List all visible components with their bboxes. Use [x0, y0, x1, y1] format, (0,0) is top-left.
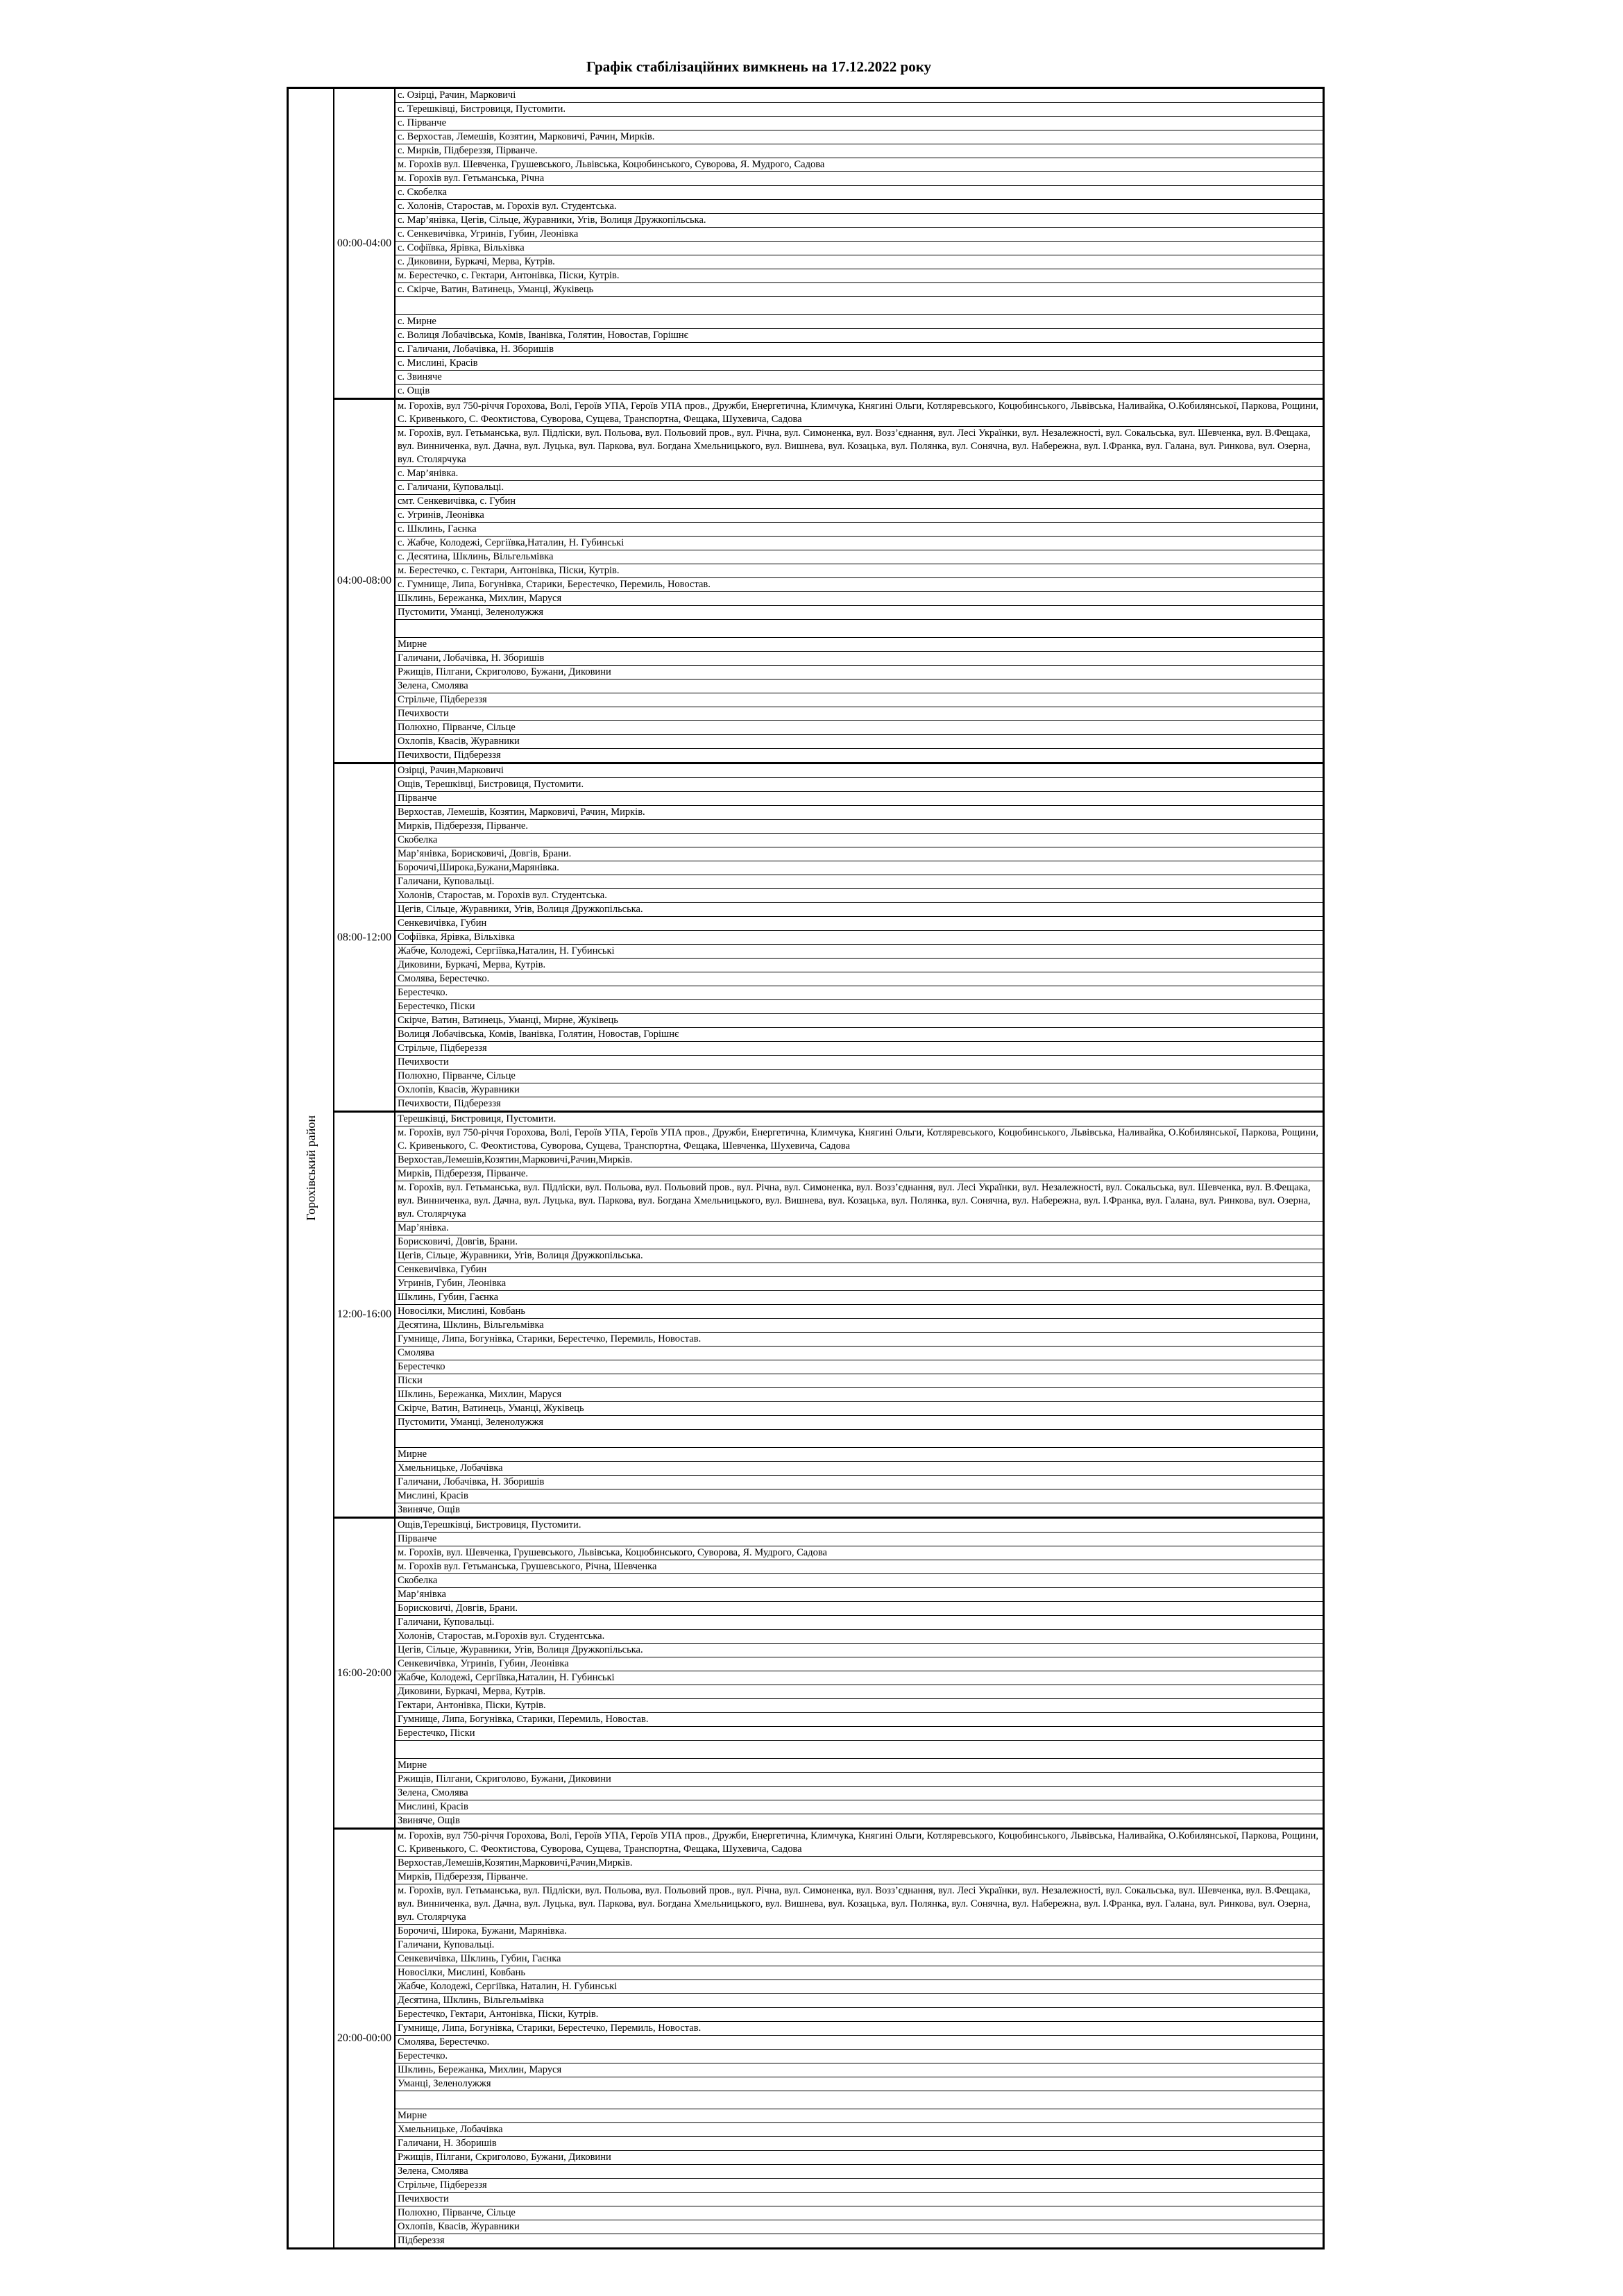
- time-slot-label: 16:00-20:00: [334, 1519, 396, 1827]
- settlement-row: Пірванче: [396, 791, 1323, 805]
- settlement-row: Гектари, Антонівка, Піски, Кутрів.: [396, 1698, 1323, 1712]
- settlement-row: м. Горохів, вул 750-річчя Горохова, Волі, Героїв УПА, Героїв УПА пров., Дружби, Енергетична, Климчука, Княгині Ольги, Котляревського, Коцюбинського, Львівська, Наливайка, О.Кобилянської, Паркова, Рощини, С. Кривенького, С. Феоктистова, Суворова, Сущева, Транспортна, Фещака, Шухевича, Садова: [398, 400, 1319, 425]
- settlement-row: Звиняче, Ощів: [396, 1503, 1323, 1517]
- settlement-row: Полюхно, Пірванче, Сільце: [396, 720, 1323, 734]
- settlement-row: с. Пірванче: [396, 116, 1323, 130]
- settlement-row: с. Галичани, Лобачівка, Н. Зборишів: [396, 342, 1323, 356]
- settlement-row: м. Горохів вул. Шевченка, Грушевського, Львівська, Коцюбинського, Суворова, Я. Мудрого, Садова: [396, 158, 1323, 171]
- settlement-row: Сенкевичівка, Угринів, Губин, Леонівка: [396, 1657, 1323, 1671]
- settlement-row: Цегів, Сільце, Журавники, Угів, Волиця Дружкопільська.: [396, 1249, 1323, 1263]
- settlement-row: Терешківці, Бистровиця, Пустомити.: [398, 1113, 556, 1124]
- page-title: Графік стабілізаційних вимкнень на 17.12.2022 року: [586, 58, 931, 75]
- settlement-row: Шклинь, Бережанка, Михлин, Маруся: [396, 1387, 1323, 1401]
- settlement-row: с. Верхостав, Лемешів, Козятин, Марковичі, Рачин, Мирків.: [396, 130, 1323, 144]
- settlement-row: Стрільче, Підбереззя: [396, 693, 1323, 707]
- settlement-row: Новосілки, Мислині, Ковбань: [396, 1966, 1323, 1980]
- settlement-row: Сенкевичівка, Губин: [396, 916, 1323, 930]
- settlement-row: с. Софіївка, Ярівка, Вільхівка: [396, 241, 1323, 255]
- settlement-row: Смолява, Берестечко.: [396, 972, 1323, 986]
- settlement-row: с. Гумнище, Липа, Богунівка, Старики, Берестечко, Перемиль, Новостав.: [396, 577, 1323, 591]
- time-slot-label: 04:00-08:00: [334, 400, 396, 762]
- settlement-row: м. Горохів, вул. Гетьманська, вул. Підліски, вул. Польова, вул. Польовий пров., вул. Річна, вул. Симоненка, вул. Возз’єднання, вул. Лесі Українки, вул. Незалежності, вул. Сокальська, вул. Шевченка, вул. В.Фещака, вул. Винниченка, вул. Дачна, вул. Луцька, вул. Паркова, вул. Богдана Хмельницького, вул. Вишнева, вул. Козацька, вул. Полянка, вул. Сонячна, вул. Набережна, вул. І.Франка, вул. Галана, вул. Ринкова, вул. Озерна, вул. Столярчука: [396, 426, 1323, 466]
- settlement-row: Жабче, Колодежі, Сергіївка,Наталин, Н. Губинські: [396, 944, 1323, 958]
- spacer-row: [396, 1429, 1323, 1447]
- settlement-row: Мирків, Підбереззя, Пірванче.: [396, 819, 1323, 833]
- schedule-section: [334, 1517, 1323, 1827]
- settlement-row: Диковини, Буркачі, Мерва, Кутрів.: [396, 1685, 1323, 1698]
- settlement-row: Ржищів, Пілгани, Скриголово, Бужани, Диковини: [396, 1772, 1323, 1786]
- settlement-row: Печихвости: [396, 1055, 1323, 1069]
- settlement-row: Берестечко: [396, 1360, 1323, 1374]
- settlement-row: Десятина, Шклинь, Вільгельмівка: [396, 1318, 1323, 1332]
- settlement-row: с. Волиця Лобачівська, Комів, Іванівка, Голятин, Новостав, Горішнє: [396, 328, 1323, 342]
- settlement-row: Підбереззя: [396, 2234, 1323, 2247]
- settlement-row: Стрільче, Підбереззя: [396, 2178, 1323, 2192]
- settlement-row: Звиняче, Ощів: [396, 1814, 1323, 1827]
- schedule-sections: [334, 89, 1323, 2247]
- settlement-row: Хмельницьке, Лобачівка: [396, 1461, 1323, 1475]
- settlement-row: м. Горохів вул. Гетьманська, Річна: [396, 171, 1323, 185]
- settlement-row: Угринів, Губин, Леонівка: [396, 1276, 1323, 1290]
- settlement-row: Мирне: [396, 1758, 1323, 1772]
- settlement-row: с. Терешківці, Бистровиця, Пустомити.: [396, 102, 1323, 116]
- settlement-row: Галичани, Н. Зборишів: [396, 2136, 1323, 2150]
- settlement-row: Полюхно, Пірванче, Сільце: [396, 1069, 1323, 1083]
- settlement-rows: [396, 1519, 1323, 1827]
- settlement-row: Ржищів, Пілгани, Скриголово, Бужани, Диковини: [396, 665, 1323, 679]
- settlement-row: Мирне: [396, 1447, 1323, 1461]
- settlement-row: Мар’янівка.: [396, 1221, 1323, 1235]
- settlement-row: с. Ощів: [396, 384, 1323, 398]
- schedule-section: [334, 1111, 1323, 1517]
- settlement-rows: [396, 1113, 1323, 1517]
- outage-schedule-table: [287, 87, 1325, 2249]
- time-slot-label: 08:00-12:00: [334, 764, 396, 1111]
- settlement-row: Ощів, Терешківці, Бистровиця, Пустомити.: [396, 777, 1323, 791]
- settlement-row: Ощів,Терешківці, Бистровиця, Пустомити.: [398, 1519, 581, 1530]
- settlement-row: Сенкевичівка, Шклинь, Губин, Гаєнка: [396, 1952, 1323, 1966]
- settlement-row: Сенкевичівка, Губин: [396, 1263, 1323, 1276]
- settlement-row: м. Горохів, вул 750-річчя Горохова, Волі, Героїв УПА, Героїв УПА пров., Дружби, Енергетична, Климчука, Княгині Ольги, Котляревського, Коцюбинського, Львівська, Наливайка, О.Кобилянської, Паркова, Рощини, С. Кривенького, С. Феоктистова, Суворова, Сущева, Транспортна, Фещака, Шевченка, Шухевича, Садова: [396, 1126, 1323, 1153]
- schedule-section: [334, 398, 1323, 762]
- settlement-row: Шклинь, Бережанка, Михлин, Маруся: [396, 591, 1323, 605]
- settlement-row: Борисковичі, Довгів, Брани.: [396, 1235, 1323, 1249]
- settlement-row: с. Озірці, Рачин, Марковичі: [398, 90, 516, 101]
- settlement-row: с. Скобелка: [396, 185, 1323, 199]
- settlement-row: с. Мислині, Красів: [396, 356, 1323, 370]
- schedule-section: [334, 762, 1323, 1111]
- spacer-row: [396, 1740, 1323, 1758]
- settlement-row: Піски: [396, 1374, 1323, 1387]
- district-label-cell: [289, 89, 334, 2247]
- settlement-row: м. Горохів, вул 750-річчя Горохова, Волі, Героїв УПА, Героїв УПА пров., Дружби, Енергетична, Климчука, Княгині Ольги, Котляревського, Коцюбинського, Львівська, Наливайка, О.Кобилянської, Паркова, Рощини, С. Кривенького, С. Феоктистова, Суворова, Сущева, Транспортна, Фещака, Шухевича, Садова: [398, 1830, 1319, 1855]
- district-label: Горохівський район: [303, 1115, 318, 1221]
- settlement-row: Смолява: [396, 1346, 1323, 1360]
- settlement-row: Цегів, Сільце, Журавники, Угів, Волиця Дружкопільська.: [396, 1643, 1323, 1657]
- time-slot-label: 00:00-04:00: [334, 89, 396, 398]
- settlement-row: Печихвости, Підбереззя: [396, 748, 1323, 762]
- settlement-row: Борочичі, Широка, Бужани, Марянівка.: [396, 1924, 1323, 1938]
- settlement-row: Охлопів, Квасів, Журавники: [396, 2220, 1323, 2234]
- settlement-row: с. Десятина, Шклинь, Вільгельмівка: [396, 550, 1323, 564]
- settlement-row: с. Мар’янівка.: [396, 466, 1323, 480]
- settlement-row: Софіївка, Ярівка, Вільхівка: [396, 930, 1323, 944]
- settlement-row: Мирне: [396, 637, 1323, 651]
- settlement-row: Диковини, Буркачі, Мерва, Кутрів.: [396, 958, 1323, 972]
- settlement-row: Борисковичі, Довгів, Брани.: [396, 1601, 1323, 1615]
- settlement-row: м. Горохів, вул. Гетьманська, вул. Підліски, вул. Польова, вул. Польовий пров., вул. Річна, вул. Симоненка, вул. Возз’єднання, вул. Лесі Українки, вул. Незалежності, вул. Сокальська, вул. Шевченка, вул. В.Фещака, вул. Винниченка, вул. Дачна, вул. Луцька, вул. Паркова, вул. Богдана Хмельницького, вул. Вишнева, вул. Козацька, вул. Полянка, вул. Сонячна, вул. Набережна, вул. І.Франка, вул. Галана, вул. Ринкова, вул. Озерна, вул. Столярчука: [396, 1884, 1323, 1924]
- settlement-row: с. Скірче, Ватин, Ватинець, Уманці, Жуківець: [396, 282, 1323, 296]
- settlement-row: Хмельницьке, Лобачівка: [396, 2122, 1323, 2136]
- settlement-row: Новосілки, Мислині, Ковбань: [396, 1304, 1323, 1318]
- settlement-rows: [396, 400, 1323, 762]
- settlement-row: Уманці, Зеленолужжя: [396, 2077, 1323, 2091]
- settlement-row: Печихвости: [396, 707, 1323, 720]
- settlement-row: Зелена, Смолява: [396, 679, 1323, 693]
- settlement-row: Скірче, Ватин, Ватинець, Уманці, Жуківець: [396, 1401, 1323, 1415]
- settlement-row: Берестечко.: [396, 986, 1323, 999]
- settlement-row: Полюхно, Пірванче, Сільце: [396, 2206, 1323, 2220]
- settlement-row: Жабче, Колодежі, Сергіївка,Наталин, Н. Губинські: [396, 1671, 1323, 1685]
- settlement-row: Холонів, Старостав, м.Горохів вул. Студентська.: [396, 1629, 1323, 1643]
- settlement-row: Берестечко, Піски: [396, 999, 1323, 1013]
- settlement-row: Зелена, Смолява: [396, 1786, 1323, 1800]
- settlement-row: Десятина, Шклинь, Вільгельмівка: [396, 1993, 1323, 2007]
- settlement-row: Гумнище, Липа, Богунівка, Старики, Перемиль, Новостав.: [396, 1712, 1323, 1726]
- settlement-row: Галичани, Куповальці.: [396, 875, 1323, 888]
- settlement-row: м. Берестечко, с. Гектари, Антонівка, Піски, Кутрів.: [396, 269, 1323, 282]
- settlement-row: Озірці, Рачин,Марковичі: [398, 765, 504, 776]
- settlement-row: Холонів, Старостав, м. Горохів вул. Студентська.: [396, 888, 1323, 902]
- time-slot-label: 12:00-16:00: [334, 1113, 396, 1517]
- settlement-row: м. Берестечко, с. Гектари, Антонівка, Піски, Кутрів.: [396, 564, 1323, 577]
- spacer-row: [396, 2091, 1323, 2109]
- settlement-row: Верхостав,Лемешів,Козятин,Марковичі,Рачин,Мирків.: [396, 1153, 1323, 1167]
- settlement-row: с. Мирків, Підбереззя, Пірванче.: [396, 144, 1323, 158]
- schedule-section: [334, 89, 1323, 398]
- settlement-row: Охлопів, Квасів, Журавники: [396, 734, 1323, 748]
- settlement-row: Шклинь, Бережанка, Михлин, Маруся: [396, 2063, 1323, 2077]
- settlement-row: Печихвости: [396, 2192, 1323, 2206]
- settlement-row: м. Горохів, вул. Гетьманська, вул. Підліски, вул. Польова, вул. Польовий пров., вул. Річна, вул. Симоненка, вул. Возз’єднання, вул. Лесі Українки, вул. Незалежності, вул. Сокальська, вул. Шевченка, вул. В.Фещака, вул. Винниченка, вул. Дачна, вул. Луцька, вул. Паркова, вул. Богдана Хмельницького, вул. Вишнева, вул. Козацька, вул. Полянка, вул. Сонячна, вул. Набережна, вул. І.Франка, вул. Галана, вул. Ринкова, вул. Озерна, вул. Столярчука: [396, 1181, 1323, 1221]
- settlement-row: Берестечко, Гектари, Антонівка, Піски, Кутрів.: [396, 2007, 1323, 2021]
- settlement-row: Шклинь, Губин, Гаєнка: [396, 1290, 1323, 1304]
- settlement-row: Цегів, Сільце, Журавники, Угів, Волиця Дружкопільська.: [396, 902, 1323, 916]
- settlement-row: с. Диковини, Буркачі, Мерва, Кутрів.: [396, 255, 1323, 269]
- schedule-section: [334, 1827, 1323, 2247]
- settlement-row: с. Мар’янівка, Цегів, Сільце, Журавники, Угів, Волиця Дружкопільська.: [396, 213, 1323, 227]
- settlement-row: Галичани, Куповальці.: [396, 1615, 1323, 1629]
- settlement-row: Галичани, Куповальці.: [396, 1938, 1323, 1952]
- settlement-row: с. Угринів, Леонівка: [396, 508, 1323, 522]
- settlement-rows: [396, 1830, 1323, 2247]
- settlement-row: Пірванче: [396, 1532, 1323, 1546]
- settlement-row: с. Сенкевичівка, Угринів, Губин, Леонівка: [396, 227, 1323, 241]
- settlement-row: Смолява, Берестечко.: [396, 2035, 1323, 2049]
- settlement-row: Пустомити, Уманці, Зеленолужжя: [396, 1415, 1323, 1429]
- settlement-row: с. Шклинь, Гаєнка: [396, 522, 1323, 536]
- settlement-row: Скобелка: [396, 1573, 1323, 1587]
- settlement-row: Мирків, Підбереззя, Пірванче.: [396, 1870, 1323, 1884]
- settlement-row: с. Звиняче: [396, 370, 1323, 384]
- settlement-row: Жабче, Колодежі, Сергіївка, Наталин, Н. Губинські: [396, 1980, 1323, 1993]
- settlement-row: Гумнище, Липа, Богунівка, Старики, Берестечко, Перемиль, Новостав.: [396, 1332, 1323, 1346]
- settlement-row: Мирне: [396, 2109, 1323, 2122]
- settlement-row: Пустомити, Уманці, Зеленолужжя: [396, 605, 1323, 619]
- settlement-row: смт. Сенкевичівка, с. Губин: [396, 494, 1323, 508]
- settlement-row: Гумнище, Липа, Богунівка, Старики, Берестечко, Перемиль, Новостав.: [396, 2021, 1323, 2035]
- settlement-row: Мар’янівка, Борисковичі, Довгів, Брани.: [396, 847, 1323, 861]
- settlement-row: Печихвости, Підбереззя: [396, 1097, 1323, 1111]
- time-slot-label: 20:00-00:00: [334, 1830, 396, 2247]
- settlement-row: с. Холонів, Старостав, м. Горохів вул. Студентська.: [396, 199, 1323, 213]
- settlement-row: Охлопів, Квасів, Журавники: [396, 1083, 1323, 1097]
- settlement-row: Галичани, Лобачівка, Н. Зборишів: [396, 1475, 1323, 1489]
- settlement-row: Стрільче, Підбереззя: [396, 1041, 1323, 1055]
- settlement-row: с. Галичани, Куповальці.: [396, 480, 1323, 494]
- settlement-row: Скірче, Ватин, Ватинець, Уманці, Мирне, Жуківець: [396, 1013, 1323, 1027]
- settlement-row: Ржищів, Пілгани, Скриголово, Бужани, Диковини: [396, 2150, 1323, 2164]
- settlement-row: Мислині, Красів: [396, 1489, 1323, 1503]
- spacer-row: [396, 619, 1323, 637]
- settlement-row: Скобелка: [396, 833, 1323, 847]
- settlement-row: Берестечко, Піски: [396, 1726, 1323, 1740]
- settlement-row: Волиця Лобачівська, Комів, Іванівка, Голятин, Новостав, Горішнє: [396, 1027, 1323, 1041]
- settlement-row: Мирків, Підбереззя, Пірванче.: [396, 1167, 1323, 1181]
- settlement-row: с. Мирне: [396, 314, 1323, 328]
- settlement-row: Берестечко.: [396, 2049, 1323, 2063]
- settlement-row: Галичани, Лобачівка, Н. Зборишів: [396, 651, 1323, 665]
- settlement-rows: [396, 89, 1323, 398]
- settlement-row: Мислині, Красів: [396, 1800, 1323, 1814]
- settlement-row: Верхостав,Лемешів,Козятин,Марковичі,Рачин,Мирків.: [396, 1856, 1323, 1870]
- spacer-row: [396, 296, 1323, 314]
- settlement-rows: [396, 764, 1323, 1111]
- settlement-row: с. Жабче, Колодежі, Сергіївка,Наталин, Н. Губинські: [396, 536, 1323, 550]
- settlement-row: м. Горохів вул. Гетьманська, Грушевського, Річна, Шевченка: [396, 1560, 1323, 1573]
- settlement-row: м. Горохів, вул. Шевченка, Грушевського, Львівська, Коцюбинського, Суворова, Я. Мудрого, Садова: [396, 1546, 1323, 1560]
- settlement-row: Зелена, Смолява: [396, 2164, 1323, 2178]
- settlement-row: Борочичі,Широка,Бужани,Марянівка.: [396, 861, 1323, 875]
- settlement-row: Верхостав, Лемешів, Козятин, Марковичі, Рачин, Мирків.: [396, 805, 1323, 819]
- settlement-row: Мар’янівка: [396, 1587, 1323, 1601]
